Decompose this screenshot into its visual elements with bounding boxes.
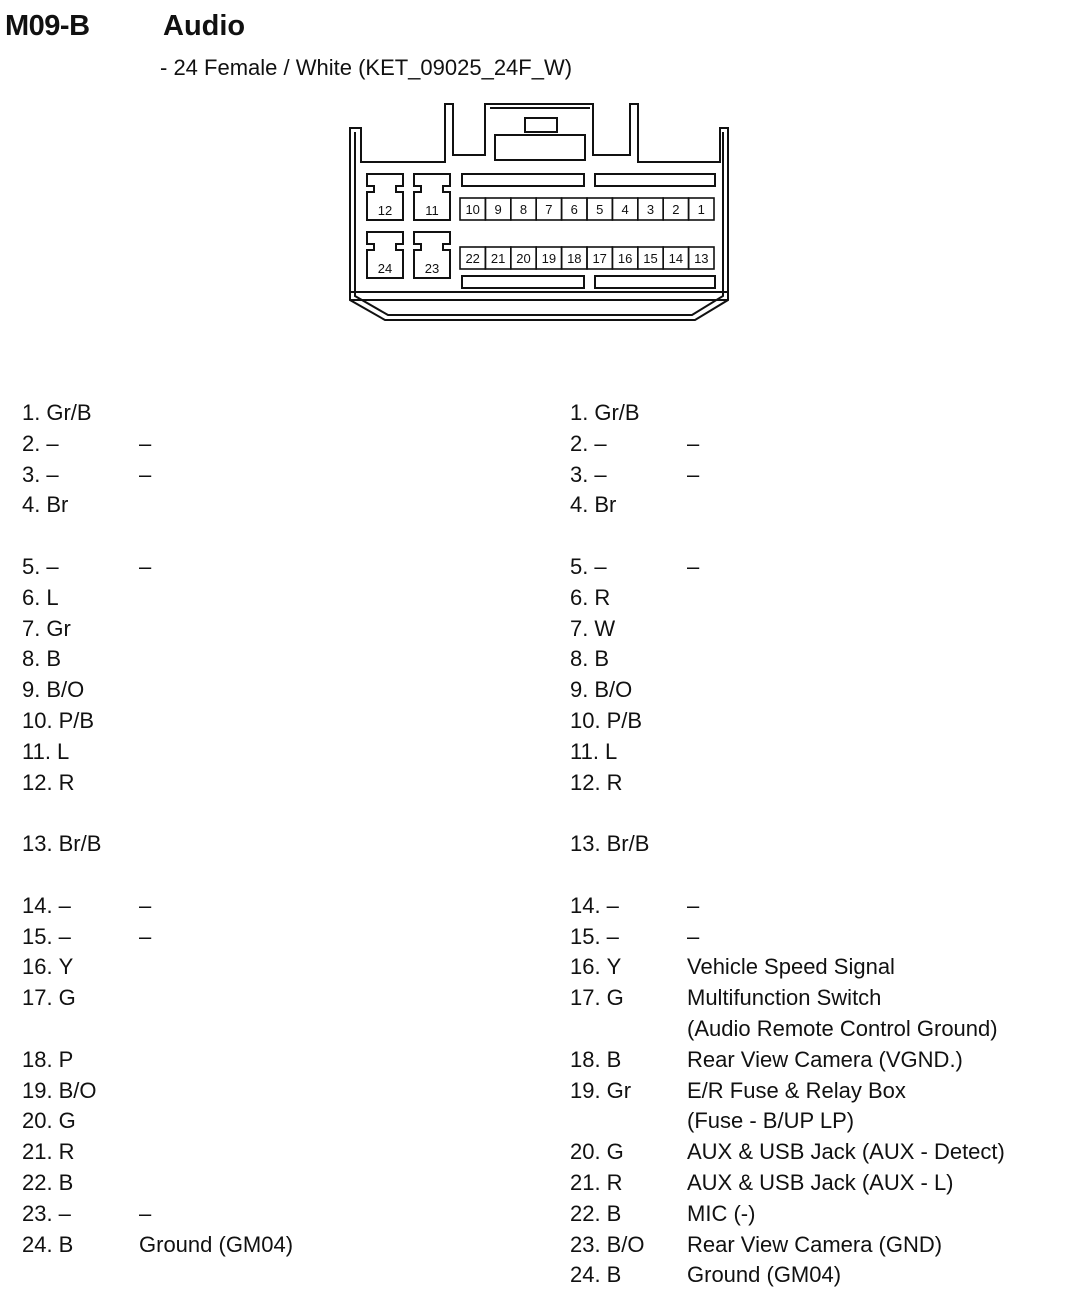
wire-color: Gr <box>606 1077 632 1103</box>
pin-number: 4. <box>570 492 589 518</box>
pin-row-right <box>570 1106 855 1137</box>
pin-list-left <box>22 398 294 1260</box>
pin-description: Vehicle Speed Signal <box>687 954 895 980</box>
pin-label-20: 20 <box>516 251 531 266</box>
pin-row-right <box>570 1014 998 1045</box>
pin-number: 19. <box>22 1077 53 1103</box>
wire-color: B <box>58 1231 74 1257</box>
pin-row-left <box>22 952 101 983</box>
wire-color: B <box>606 1200 622 1226</box>
pin-number: 8. <box>22 646 41 672</box>
pin-row-right <box>570 614 649 645</box>
pin-label-24: 24 <box>377 261 393 276</box>
wire-color: – <box>606 892 619 918</box>
pin-number: 18. <box>570 1046 601 1072</box>
wire-color: P <box>58 1046 74 1072</box>
pin-number: 11. <box>570 738 599 764</box>
pin-row-right <box>570 460 700 491</box>
pin-description: – <box>139 553 152 579</box>
pin-label-3: 3 <box>646 202 655 217</box>
pin-number: 2. <box>22 430 41 456</box>
pin-description: E/R Fuse & Relay Box <box>687 1077 906 1103</box>
pin-number: 7. <box>22 615 41 641</box>
pin-description: Multifunction Switch <box>687 985 882 1011</box>
pin-label-11: 11 <box>425 203 439 218</box>
pin-description: Rear View Camera (GND) <box>687 1231 943 1257</box>
wire-color: B <box>606 1262 622 1288</box>
connector-diagram <box>345 100 735 335</box>
pin-number: 19. <box>570 1077 601 1103</box>
wire-color: G <box>606 985 624 1011</box>
wire-color: B <box>606 1046 622 1072</box>
wire-color: B/O <box>58 1077 97 1103</box>
pin-row-right <box>570 952 895 983</box>
wire-color: – <box>58 892 71 918</box>
pin-number: 1. <box>22 400 41 425</box>
pin-row-left <box>22 1199 152 1230</box>
pin-row-right <box>570 983 882 1014</box>
pin-row-left <box>22 583 101 614</box>
pin-label-5: 5 <box>596 202 604 217</box>
pin-number: 6. <box>570 584 589 610</box>
pin-number: 12. <box>570 769 601 795</box>
pin-number: 10. <box>570 707 601 733</box>
wire-color: – <box>594 461 607 487</box>
wire-color: Br <box>594 492 617 518</box>
wire-color: L <box>56 738 70 764</box>
pin-description: – <box>687 923 700 949</box>
pin-description: AUX & USB Jack (AUX - Detect) <box>687 1139 1005 1165</box>
pin-row-right <box>570 1230 943 1261</box>
pin-number: 23. <box>22 1200 53 1226</box>
pin-number: 16. <box>570 954 601 980</box>
pin-number: 7. <box>570 615 589 641</box>
pin-label-8: 8 <box>519 202 528 217</box>
pin-row-right <box>570 922 700 953</box>
pin-label-17: 17 <box>592 251 607 266</box>
wire-color: B <box>58 1169 74 1195</box>
pin-row-right <box>570 552 700 583</box>
pin-description: – <box>687 461 700 487</box>
pin-number: 3. <box>570 461 589 487</box>
pin-description: (Fuse - B/UP LP) <box>687 1108 855 1134</box>
pin-description: – <box>687 892 700 918</box>
pin-description: AUX & USB Jack (AUX - L) <box>687 1169 954 1195</box>
pin-row-right <box>570 429 700 460</box>
pin-row-right <box>570 398 649 429</box>
pin-description: Ground (GM04) <box>139 1231 294 1257</box>
key-slot <box>462 174 584 186</box>
pin-row-left <box>22 768 101 799</box>
pin-description: Rear View Camera (VGND.) <box>687 1046 963 1072</box>
pin-label-9: 9 <box>494 202 502 217</box>
pin-description: – <box>687 553 700 579</box>
pin-number: 10. <box>22 707 53 733</box>
pin-row-right <box>570 1137 1005 1168</box>
wire-color: Gr <box>46 615 71 641</box>
wire-color: – <box>594 430 607 456</box>
pin-number: 13. <box>22 831 53 857</box>
wire-color: – <box>46 553 59 579</box>
wire-color: – <box>594 553 607 579</box>
pin-row-right <box>570 1076 906 1107</box>
pin-number: 14. <box>22 892 53 918</box>
pin-row-right <box>570 583 649 614</box>
pin-number: 8. <box>570 646 589 672</box>
wire-color: Y <box>606 954 622 980</box>
pin-description: – <box>139 461 152 487</box>
pin-number: 22. <box>570 1200 601 1226</box>
pin-number: 23. <box>570 1231 601 1257</box>
wire-color: R <box>58 769 75 795</box>
pin-description: – <box>139 923 152 949</box>
wire-color: R <box>606 769 623 795</box>
pin-list-right <box>570 398 1005 1291</box>
wire-color: G <box>58 1108 76 1134</box>
wire-color: B/O <box>606 1231 645 1257</box>
wire-color: B <box>46 646 62 672</box>
lock-tab <box>495 135 585 160</box>
pin-label-21: 21 <box>490 251 506 266</box>
pin-label-15: 15 <box>643 251 658 266</box>
wire-color: W <box>594 615 616 641</box>
pin-description: MIC (-) <box>687 1200 756 1226</box>
pin-row-left <box>22 429 152 460</box>
pin-label-18: 18 <box>567 251 582 266</box>
pin-number: 16. <box>22 954 53 980</box>
pin-number: 24. <box>570 1262 601 1288</box>
pin-number: 21. <box>22 1139 53 1165</box>
wire-color: B/O <box>46 677 85 703</box>
list-gap <box>570 521 649 552</box>
pin-row-left <box>22 737 101 768</box>
wire-color: L <box>604 738 618 764</box>
pin-label-6: 6 <box>570 202 578 217</box>
list-gap <box>22 521 101 552</box>
wire-color: Gr/B <box>46 400 92 425</box>
pin-number: 6. <box>22 584 41 610</box>
wire-color: Br/B <box>606 831 650 857</box>
pin-row-left <box>22 891 152 922</box>
pin-number: 15. <box>22 923 53 949</box>
pin-label-16: 16 <box>617 251 633 266</box>
pin-row-right <box>570 706 649 737</box>
pin-row-left <box>22 1045 101 1076</box>
pin-label-1: 1 <box>697 202 705 217</box>
pin-number: 2. <box>570 430 589 456</box>
pin-label-2: 2 <box>672 202 680 217</box>
pin-row-left <box>22 922 152 953</box>
pin-number: 13. <box>570 831 601 857</box>
pin-number: 5. <box>22 553 41 579</box>
pin-row-left <box>22 1076 101 1107</box>
wire-color: – <box>58 1200 71 1226</box>
connector-subtitle: - 24 Female / White (KET_09025_24F_W) <box>160 55 573 80</box>
wire-color: G <box>606 1139 624 1165</box>
wire-color: – <box>46 430 59 456</box>
pin-description: (Audio Remote Control Ground) <box>687 1015 998 1041</box>
list-gap <box>22 1014 101 1045</box>
pin-row-left <box>22 983 101 1014</box>
wire-color: P/B <box>58 707 95 733</box>
pin-number: 14. <box>570 892 601 918</box>
pin-row-right <box>570 1260 842 1291</box>
wire-color: B/O <box>594 677 633 703</box>
pin-row-left <box>22 829 101 860</box>
pin-row-left <box>22 1137 101 1168</box>
pin-label-10: 10 <box>465 202 480 217</box>
pin-row-left <box>22 490 101 521</box>
pin-label-19: 19 <box>541 251 557 266</box>
pin-number: 3. <box>22 461 41 487</box>
list-gap <box>570 798 649 829</box>
pin-number: 22. <box>22 1169 53 1195</box>
pin-row-left <box>22 614 101 645</box>
wire-color: B <box>594 646 610 672</box>
pin-number: 12. <box>22 769 53 795</box>
wire-color: Br/B <box>58 831 102 857</box>
pin-row-right <box>570 1168 954 1199</box>
wire-color: R <box>594 584 611 610</box>
pin-row-right <box>570 891 700 922</box>
list-gap <box>570 860 649 891</box>
pin-number: 21. <box>570 1169 601 1195</box>
pin-label-23: 23 <box>424 261 440 276</box>
pin-row-left <box>22 1168 101 1199</box>
pin-row-right <box>570 1199 756 1230</box>
wire-color: G <box>58 985 76 1011</box>
pin-row-left <box>22 675 101 706</box>
pin-number: 15. <box>570 923 601 949</box>
pin-number: 17. <box>570 985 601 1011</box>
pin-row-left <box>22 644 101 675</box>
pin-label-14: 14 <box>668 251 684 266</box>
wire-color: – <box>46 461 59 487</box>
wire-color: Y <box>58 954 74 980</box>
list-gap <box>22 860 101 891</box>
pin-label-13: 13 <box>694 251 709 266</box>
pin-description: – <box>139 430 152 456</box>
wire-color: – <box>58 923 71 949</box>
wire-color: R <box>606 1169 623 1195</box>
pin-number: 24. <box>22 1231 53 1257</box>
pin-description: Ground (GM04) <box>687 1262 842 1288</box>
pin-number: 17. <box>22 985 53 1011</box>
pin-number: 18. <box>22 1046 53 1072</box>
wire-color: Gr/B <box>594 400 640 425</box>
pin-description: – <box>687 430 700 456</box>
pin-row-left <box>22 460 152 491</box>
pin-number: 20. <box>22 1108 53 1134</box>
pin-row-right <box>570 768 649 799</box>
wire-color: – <box>606 923 619 949</box>
pin-row-left <box>22 552 152 583</box>
connector-code: M09-B <box>5 10 90 42</box>
wire-color: L <box>46 584 59 610</box>
pin-number: 1. <box>570 400 589 425</box>
pin-number: 20. <box>570 1139 601 1165</box>
pin-label-12: 12 <box>377 203 393 218</box>
wire-color: R <box>58 1139 75 1165</box>
pin-description: – <box>139 1200 152 1226</box>
wire-color: P/B <box>606 707 643 733</box>
pin-description: – <box>139 892 152 918</box>
wire-color: Br <box>46 492 69 518</box>
key-slot <box>595 174 715 186</box>
pin-number: 9. <box>22 677 41 703</box>
pin-row-right <box>570 1045 963 1076</box>
pin-row-right <box>570 675 649 706</box>
pin-row-right <box>570 490 649 521</box>
pin-row-right <box>570 829 649 860</box>
pin-row-left <box>22 398 101 429</box>
list-gap <box>22 798 101 829</box>
pin-row-right <box>570 644 649 675</box>
pin-number: 5. <box>570 553 589 579</box>
pin-number: 4. <box>22 492 41 518</box>
pin-label-7: 7 <box>545 202 553 217</box>
pin-row-left <box>22 1106 101 1137</box>
page-title: Audio <box>163 10 246 42</box>
key-slot <box>595 276 715 288</box>
pin-row-left <box>22 706 101 737</box>
pin-label-22: 22 <box>465 251 480 266</box>
pin-row-left <box>22 1230 294 1261</box>
pin-number: 9. <box>570 677 589 703</box>
key-slot <box>462 276 584 288</box>
pin-number: 11. <box>22 738 51 764</box>
pin-row-right <box>570 737 649 768</box>
pin-label-4: 4 <box>621 202 629 217</box>
